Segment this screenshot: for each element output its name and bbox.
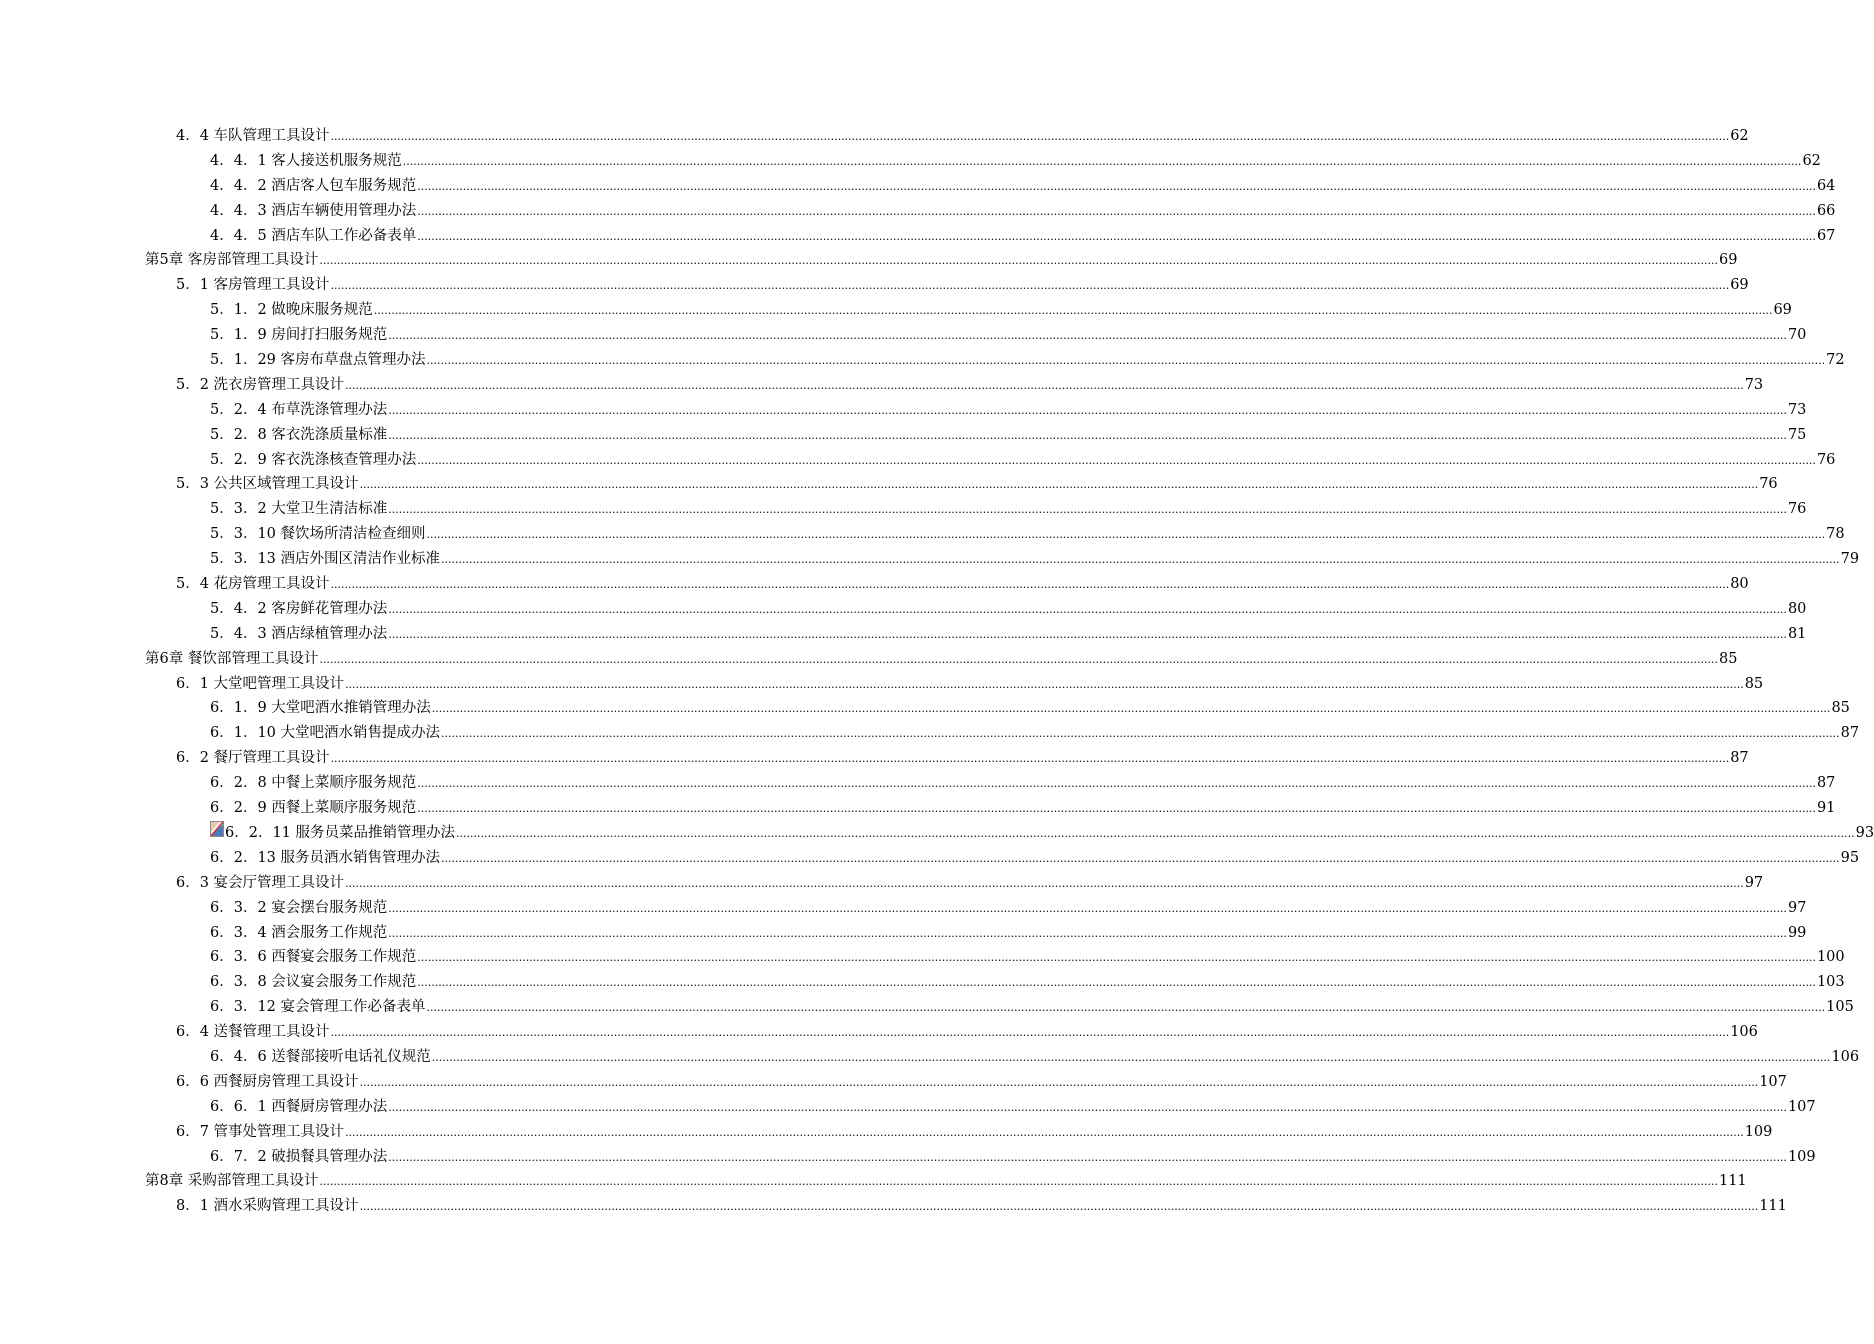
toc-entry[interactable] — [0, 224, 1836, 249]
dot-leader: ................................................................................................................................................................................................................................................................................................................................................................................................................ — [431, 1050, 1831, 1064]
toc-page-number: 70 — [1787, 327, 1807, 344]
toc-entry-label: 6．7．2 破损餐具管理办法 — [210, 1148, 388, 1165]
toc-entry-label: 第6章 餐饮部管理工具设计 — [145, 650, 319, 667]
toc-entry-title[interactable] — [210, 199, 416, 224]
toc-entry-label: 4．4．5 酒店车队工作必备表单 — [210, 227, 417, 244]
toc-entry-title[interactable] — [176, 124, 330, 149]
toc-entry[interactable] — [0, 1169, 1747, 1194]
toc-entry[interactable] — [0, 746, 1749, 771]
dot-leader: ................................................................................................................................................................................................................................................................................................................................................................................................................ — [359, 1200, 1759, 1214]
dot-leader: ................................................................................................................................................................................................................................................................................................................................................................................................................ — [426, 528, 1826, 542]
dot-leader: ................................................................................................................................................................................................................................................................................................................................................................................................................ — [456, 826, 1855, 840]
toc-entry-title[interactable] — [210, 497, 387, 522]
toc-entry-label: 6．2．13 服务员酒水销售管理办法 — [210, 849, 441, 866]
toc-entry[interactable] — [0, 672, 1764, 697]
toc-page-number: 111 — [1718, 1173, 1747, 1190]
toc-entry-label: 6．2．9 西餐上菜顺序服务规范 — [210, 800, 417, 817]
toc-entry-title[interactable] — [210, 547, 440, 572]
toc-entry-title[interactable] — [210, 771, 416, 796]
dot-leader: ................................................................................................................................................................................................................................................................................................................................................................................................................ — [330, 578, 1730, 592]
toc-entry-label: 5．1．29 客房布草盘点管理办法 — [210, 352, 426, 369]
toc-page-number: 87 — [1730, 750, 1749, 767]
dot-leader: ................................................................................................................................................................................................................................................................................................................................................................................................................ — [330, 752, 1730, 766]
toc-entry[interactable] — [0, 1020, 1758, 1045]
dot-leader: ................................................................................................................................................................................................................................................................................................................................................................................................................ — [388, 602, 1787, 616]
toc-page-number: 66 — [1816, 202, 1836, 219]
toc-entry-label: 5．3．10 餐饮场所清洁检查细则 — [210, 526, 426, 543]
toc-entry-title[interactable] — [210, 174, 416, 199]
toc-page-number: 111 — [1759, 1198, 1787, 1215]
toc-page-number: 73 — [1787, 401, 1807, 418]
toc-entry-title[interactable] — [176, 472, 359, 497]
toc-entry[interactable] — [0, 846, 1860, 871]
dot-leader: ................................................................................................................................................................................................................................................................................................................................................................................................................ — [441, 553, 1840, 567]
toc-entry-title[interactable] — [210, 696, 431, 721]
toc-page-number: 75 — [1787, 426, 1807, 443]
toc-page-number: 95 — [1840, 849, 1860, 866]
toc-page-number: 81 — [1787, 625, 1807, 642]
toc-entry-label: 6．2 餐厅管理工具设计 — [176, 750, 330, 767]
toc-page-number: 100 — [1816, 949, 1845, 966]
toc-entry[interactable] — [0, 1095, 1816, 1120]
toc-entry[interactable] — [0, 497, 1807, 522]
toc-entry-label: 6．2．11 服务员菜品推销管理办法 — [225, 824, 456, 841]
toc-page-number: 91 — [1816, 800, 1836, 817]
toc-entry-label: 5．4．3 酒店绿植管理办法 — [210, 625, 388, 642]
toc-entry[interactable] — [0, 970, 1845, 995]
toc-entry[interactable] — [0, 1145, 1816, 1170]
dot-leader: ................................................................................................................................................................................................................................................................................................................................................................................................................ — [388, 403, 1787, 417]
dot-leader: ................................................................................................................................................................................................................................................................................................................................................................................................................ — [388, 503, 1787, 517]
toc-page-number: 99 — [1787, 924, 1807, 941]
toc-entry-label: 5．2．4 布草洗涤管理办法 — [210, 401, 388, 418]
dot-leader: ................................................................................................................................................................................................................................................................................................................................................................................................................ — [388, 1100, 1787, 1114]
toc-entry-title[interactable] — [225, 821, 455, 846]
toc-entry[interactable] — [0, 348, 1845, 373]
toc-entry-label: 第8章 采购部管理工具设计 — [145, 1173, 319, 1190]
toc-entry-title[interactable] — [210, 149, 402, 174]
toc-entry-title[interactable] — [145, 1169, 318, 1194]
toc-entry-title[interactable] — [210, 796, 416, 821]
toc-entry-label: 6．4．6 送餐部接听电话礼仪规范 — [210, 1048, 431, 1065]
toc-entry[interactable] — [0, 522, 1845, 547]
dot-leader: ................................................................................................................................................................................................................................................................................................................................................................................................................ — [417, 204, 1816, 218]
toc-entry-label: 6．6．1 西餐厨房管理办法 — [210, 1098, 388, 1115]
toc-entry[interactable] — [0, 149, 1821, 174]
toc-entry-label: 5．3 公共区域管理工具设计 — [176, 476, 359, 493]
dot-leader: ................................................................................................................................................................................................................................................................................................................................................................................................................ — [373, 304, 1773, 318]
toc-entry[interactable] — [0, 995, 1854, 1020]
toc-entry[interactable] — [0, 323, 1807, 348]
toc-entry-title[interactable] — [176, 871, 344, 896]
dot-leader: ................................................................................................................................................................................................................................................................................................................................................................................................................ — [388, 1150, 1787, 1164]
dot-leader: ................................................................................................................................................................................................................................................................................................................................................................................................................ — [417, 229, 1816, 243]
dot-leader: ................................................................................................................................................................................................................................................................................................................................................................................................................ — [388, 329, 1787, 343]
dot-leader: ................................................................................................................................................................................................................................................................................................................................................................................................................ — [417, 777, 1816, 791]
toc-entry-label: 5．4 花房管理工具设计 — [176, 576, 330, 593]
toc-entry-title[interactable] — [176, 1020, 330, 1045]
dot-leader: ................................................................................................................................................................................................................................................................................................................................................................................................................ — [417, 951, 1816, 965]
toc-entry-title[interactable] — [210, 298, 373, 323]
toc-entry-label: 4．4 车队管理工具设计 — [176, 128, 330, 144]
toc-entry-title[interactable] — [210, 348, 426, 373]
toc-page-number: 85 — [1831, 700, 1850, 717]
toc-page-number: 79 — [1840, 551, 1860, 568]
toc-entry-title[interactable] — [210, 1095, 387, 1120]
toc-entry-title[interactable] — [210, 448, 416, 473]
toc-entry-label: 5．1．9 房间打扫服务规范 — [210, 327, 388, 344]
toc-entry[interactable] — [0, 721, 1860, 746]
dot-leader: ................................................................................................................................................................................................................................................................................................................................................................................................................ — [388, 627, 1787, 641]
toc-entry-label: 5．4．2 客房鲜花管理办法 — [210, 600, 388, 617]
toc-entry-title[interactable] — [176, 1194, 359, 1219]
toc-page-number: 80 — [1730, 576, 1749, 593]
dot-leader: ................................................................................................................................................................................................................................................................................................................................................................................................................ — [426, 354, 1826, 368]
toc-entry[interactable] — [0, 124, 1749, 149]
toc-page-number: 67 — [1816, 227, 1836, 244]
toc-entry-label: 6．3．8 会议宴会服务工作规范 — [210, 974, 417, 991]
toc-entry-title[interactable] — [210, 423, 387, 448]
toc-entry-label: 5．1．2 做晚床服务规范 — [210, 302, 373, 319]
toc-entry-label: 6．3．4 酒会服务工作规范 — [210, 924, 388, 941]
toc-page-number: 69 — [1718, 252, 1738, 269]
dot-leader: ................................................................................................................................................................................................................................................................................................................................................................................................................ — [319, 1175, 1718, 1189]
toc-entry-label: 6．3 宴会厅管理工具设计 — [176, 874, 345, 891]
toc-entry-label: 4．4．2 酒店客人包车服务规范 — [210, 177, 417, 194]
toc-entry-title[interactable] — [176, 373, 344, 398]
toc-entry[interactable] — [0, 696, 1850, 721]
toc-entry-label: 6．3．12 宴会管理工作必备表单 — [210, 999, 426, 1016]
dot-leader: ................................................................................................................................................................................................................................................................................................................................................................................................................ — [388, 926, 1787, 940]
dot-leader: ................................................................................................................................................................................................................................................................................................................................................................................................................ — [417, 179, 1816, 193]
dot-leader: ................................................................................................................................................................................................................................................................................................................................................................................................................ — [359, 1075, 1759, 1089]
toc-entry[interactable] — [0, 472, 1778, 497]
toc-entry-label: 6．6 西餐厨房管理工具设计 — [176, 1073, 359, 1090]
toc-page-number: 80 — [1787, 600, 1807, 617]
dot-leader: ................................................................................................................................................................................................................................................................................................................................................................................................................ — [431, 702, 1831, 716]
toc-entry[interactable] — [0, 199, 1836, 224]
toc-page-number: 76 — [1787, 501, 1807, 518]
toc-page-number: 73 — [1744, 376, 1764, 393]
toc-page-number: 107 — [1759, 1073, 1787, 1090]
toc-page-number: 105 — [1826, 999, 1854, 1016]
toc-page-number: 87 — [1816, 775, 1836, 792]
toc-page-number: 85 — [1718, 650, 1738, 667]
toc-page-number: 106 — [1831, 1048, 1860, 1065]
toc-entry[interactable] — [0, 647, 1738, 672]
toc-entry-title[interactable] — [210, 522, 426, 547]
toc-entry-label: 6．4 送餐管理工具设计 — [176, 1024, 330, 1041]
toc-entry-title[interactable] — [145, 647, 318, 672]
toc-entry-label: 6．1．9 大堂吧酒水推销管理办法 — [210, 700, 431, 717]
toc-entry[interactable] — [0, 398, 1807, 423]
toc-entry-title[interactable] — [176, 572, 330, 597]
toc-entry-label: 5．1 客房管理工具设计 — [176, 277, 330, 294]
toc-entry-title[interactable] — [210, 323, 387, 348]
toc-entry[interactable] — [0, 1120, 1773, 1145]
dot-leader: ................................................................................................................................................................................................................................................................................................................................................................................................................ — [402, 154, 1802, 168]
toc-entry-label: 5．3．2 大堂卫生清洁标准 — [210, 501, 388, 518]
dot-leader: ................................................................................................................................................................................................................................................................................................................................................................................................................ — [330, 279, 1730, 293]
toc-entry[interactable] — [0, 771, 1836, 796]
toc-entry-title[interactable] — [210, 1045, 431, 1070]
toc-entry-label: 5．2．8 客衣洗涤质量标准 — [210, 426, 388, 443]
toc-entry[interactable] — [0, 821, 1874, 846]
toc-entry-label: 5．3．13 酒店外围区清洁作业标准 — [210, 551, 441, 568]
toc-entry-title[interactable] — [176, 1070, 359, 1095]
toc-page-number: 97 — [1787, 899, 1807, 916]
dot-leader: ................................................................................................................................................................................................................................................................................................................................................................................................................ — [345, 378, 1744, 392]
dot-leader: ................................................................................................................................................................................................................................................................................................................................................................................................................ — [388, 901, 1787, 915]
toc-page-number: 87 — [1840, 725, 1860, 742]
toc-entry[interactable] — [0, 622, 1807, 647]
toc-page-number: 64 — [1816, 177, 1836, 194]
toc-entry-title[interactable] — [210, 398, 387, 423]
dot-leader: ................................................................................................................................................................................................................................................................................................................................................................................................................ — [417, 976, 1816, 990]
toc-page-number: 76 — [1759, 476, 1778, 493]
image-thumbnail-icon — [210, 821, 224, 837]
dot-leader: ................................................................................................................................................................................................................................................................................................................................................................................................................ — [388, 428, 1787, 442]
table-of-contents — [0, 124, 1874, 1219]
toc-entry-title[interactable] — [210, 945, 416, 970]
toc-entry-title[interactable] — [210, 846, 440, 871]
toc-entry-label: 6．1．10 大堂吧酒水销售提成办法 — [210, 725, 441, 742]
toc-entry-title[interactable] — [210, 597, 387, 622]
toc-entry-label: 8．1 酒水采购管理工具设计 — [176, 1198, 359, 1215]
toc-entry-label: 5．2 洗衣房管理工具设计 — [176, 376, 345, 393]
toc-entry[interactable] — [0, 1194, 1787, 1219]
toc-entry-title[interactable] — [145, 248, 318, 273]
dot-leader: ................................................................................................................................................................................................................................................................................................................................................................................................................ — [426, 1001, 1826, 1015]
dot-leader: ................................................................................................................................................................................................................................................................................................................................................................................................................ — [417, 802, 1816, 816]
dot-leader: ................................................................................................................................................................................................................................................................................................................................................................................................................ — [345, 677, 1744, 691]
dot-leader: ................................................................................................................................................................................................................................................................................................................................................................................................................ — [319, 254, 1718, 268]
toc-entry[interactable] — [0, 248, 1738, 273]
dot-leader: ................................................................................................................................................................................................................................................................................................................................................................................................................ — [441, 727, 1840, 741]
toc-entry-label: 6．7 管事处管理工具设计 — [176, 1123, 345, 1140]
toc-entry[interactable] — [0, 921, 1807, 946]
toc-entry[interactable] — [0, 448, 1836, 473]
toc-page-number: 85 — [1744, 675, 1764, 692]
toc-entry-label: 4．4．1 客人接送机服务规范 — [210, 152, 402, 169]
toc-page-number: 69 — [1730, 277, 1749, 294]
toc-entry-label: 6．3．6 西餐宴会服务工作规范 — [210, 949, 417, 966]
toc-page-number: 107 — [1787, 1098, 1816, 1115]
toc-page-number: 72 — [1826, 352, 1845, 369]
toc-page-number: 97 — [1744, 874, 1764, 891]
toc-entry[interactable] — [0, 945, 1845, 970]
toc-entry[interactable] — [0, 423, 1807, 448]
dot-leader: ................................................................................................................................................................................................................................................................................................................................................................................................................ — [417, 453, 1816, 467]
dot-leader: ................................................................................................................................................................................................................................................................................................................................................................................................................ — [441, 851, 1840, 865]
toc-entry-title[interactable] — [210, 224, 416, 249]
toc-entry[interactable] — [0, 373, 1764, 398]
toc-entry[interactable] — [0, 273, 1749, 298]
toc-page-number: 109 — [1787, 1148, 1816, 1165]
toc-entry-title[interactable] — [210, 921, 387, 946]
dot-leader: ................................................................................................................................................................................................................................................................................................................................................................................................................ — [345, 1125, 1744, 1139]
toc-entry[interactable] — [0, 572, 1749, 597]
toc-entry-title[interactable] — [210, 1145, 387, 1170]
toc-entry[interactable] — [0, 1045, 1860, 1070]
dot-leader: ................................................................................................................................................................................................................................................................................................................................................................................................................ — [330, 130, 1730, 143]
toc-entry[interactable] — [0, 597, 1807, 622]
toc-entry-title[interactable] — [210, 970, 416, 995]
dot-leader: ................................................................................................................................................................................................................................................................................................................................................................................................................ — [319, 652, 1718, 666]
toc-entry-title[interactable] — [210, 721, 440, 746]
toc-entry-label: 5．2．9 客衣洗涤核查管理办法 — [210, 451, 417, 468]
dot-leader: ................................................................................................................................................................................................................................................................................................................................................................................................................ — [359, 478, 1759, 492]
toc-entry[interactable] — [0, 796, 1836, 821]
toc-page-number: 76 — [1816, 451, 1836, 468]
toc-page-number: 109 — [1744, 1123, 1773, 1140]
toc-page-number: 93 — [1855, 824, 1874, 841]
toc-page-number: 106 — [1730, 1024, 1758, 1041]
toc-page-number: 103 — [1816, 974, 1845, 991]
toc-entry-label: 第5章 客房部管理工具设计 — [145, 252, 319, 269]
toc-entry[interactable] — [0, 896, 1807, 921]
toc-entry-title[interactable] — [210, 896, 387, 921]
toc-entry-title[interactable] — [210, 622, 387, 647]
toc-entry[interactable] — [0, 1070, 1787, 1095]
toc-entry-title[interactable] — [210, 995, 426, 1020]
toc-entry-title[interactable] — [176, 1120, 344, 1145]
toc-page-number: 78 — [1826, 526, 1845, 543]
toc-entry-label: 4．4．3 酒店车辆使用管理办法 — [210, 202, 417, 219]
toc-entry-title[interactable] — [176, 672, 344, 697]
dot-leader: ................................................................................................................................................................................................................................................................................................................................................................................................................ — [345, 876, 1744, 890]
toc-entry-label: 6．2．8 中餐上菜顺序服务规范 — [210, 775, 417, 792]
toc-entry-title[interactable] — [176, 746, 330, 771]
toc-entry[interactable] — [0, 871, 1764, 896]
toc-page-number: 62 — [1802, 152, 1821, 169]
toc-entry[interactable] — [0, 547, 1860, 572]
toc-entry[interactable] — [0, 298, 1792, 323]
toc-entry-title[interactable] — [176, 273, 330, 298]
toc-page-number: 62 — [1730, 128, 1749, 144]
toc-entry-label: 6．3．2 宴会摆台服务规范 — [210, 899, 388, 916]
toc-page-number: 69 — [1773, 302, 1792, 319]
toc-entry-label: 6．1 大堂吧管理工具设计 — [176, 675, 345, 692]
toc-entry[interactable] — [0, 174, 1836, 199]
dot-leader: ................................................................................................................................................................................................................................................................................................................................................................................................................ — [330, 1026, 1730, 1040]
